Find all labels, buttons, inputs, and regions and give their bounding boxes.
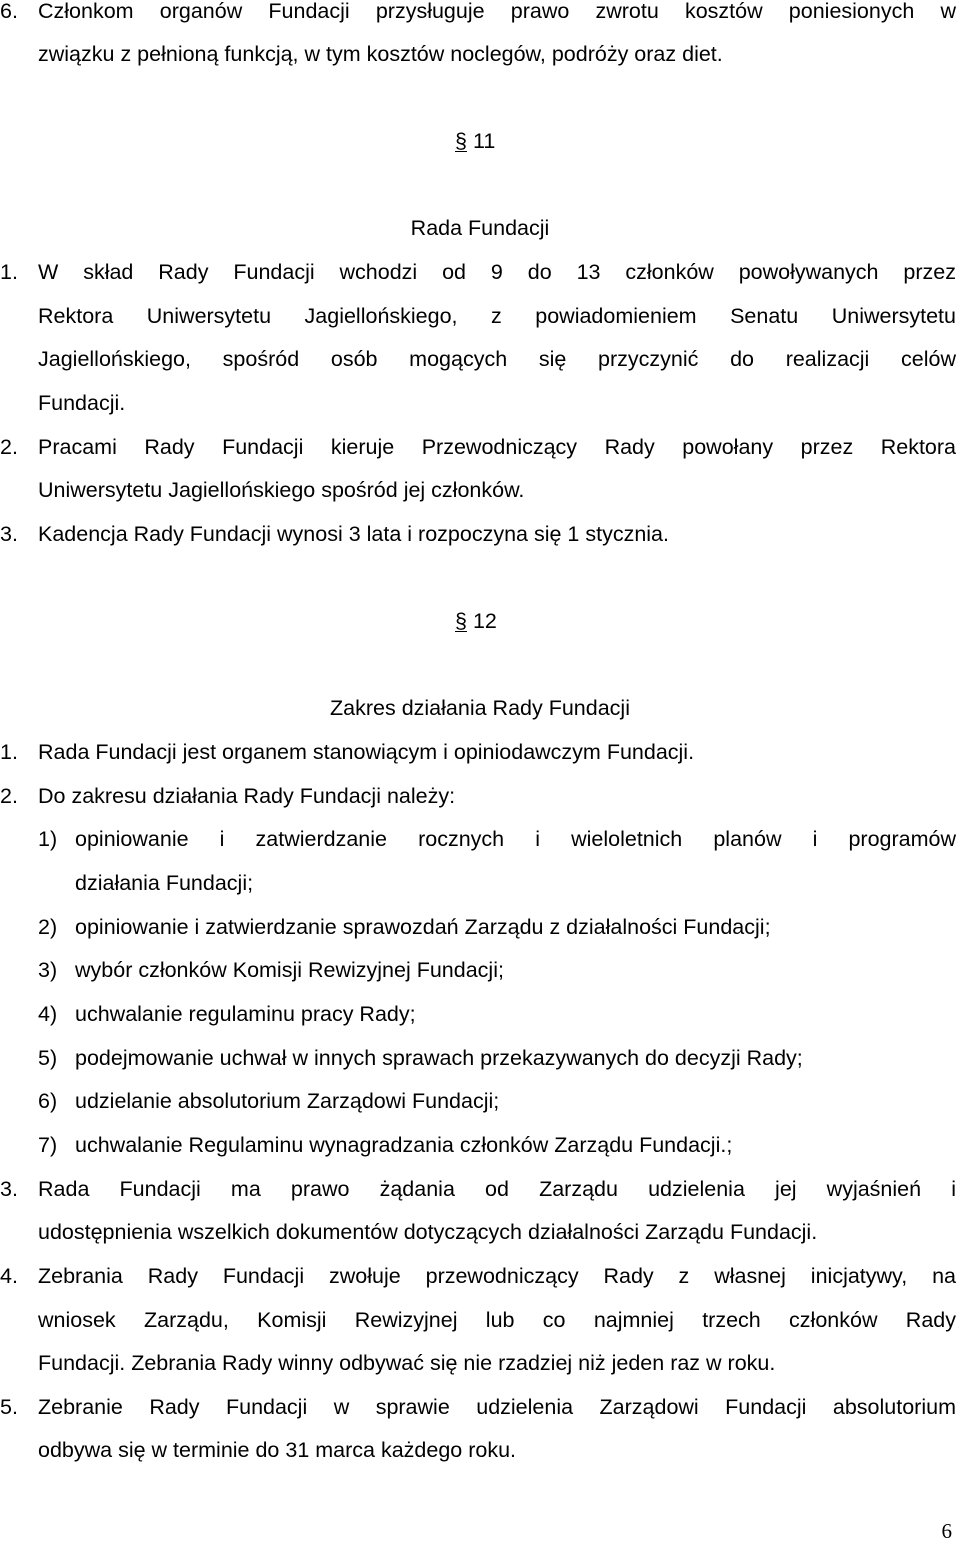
subitem-number: 7): [38, 1133, 58, 1157]
paragraph-line: Fundacji. Zebrania Rady winny odbywać się nie rzadziej niż jeden raz w roku.: [38, 1351, 776, 1375]
paragraph-line: Zebranie Rady Fundacji w sprawie udzielenia Zarządowi Fundacji absolutorium: [38, 1395, 956, 1419]
paragraph-line: Zebrania Rady Fundacji zwołuje przewodniczący Rady z własnej inicjatywy, na: [38, 1264, 956, 1288]
item-number: 4.: [0, 1264, 18, 1288]
subitem-line: opiniowanie i zatwierdzanie rocznych i wieloletnich planów i programów: [75, 827, 956, 851]
subitem-line: podejmowanie uchwał w innych sprawach przekazywanych do decyzji Rady;: [75, 1046, 803, 1070]
paragraph-line: W skład Rady Fundacji wchodzi od 9 do 13 członków powoływanych przez: [38, 260, 956, 284]
paragraph-line: odbywa się w terminie do 31 marca każdego roku.: [38, 1438, 517, 1462]
paragraph-line: Jagiellońskiego, spośród osób mogących się przyczynić do realizacji celów: [38, 347, 956, 371]
subitem-line: udzielanie absolutorium Zarządowi Fundacji;: [75, 1089, 500, 1113]
paragraph-line: związku z pełnioną funkcją, w tym kosztów noclegów, podróży oraz diet.: [38, 42, 723, 66]
item-number: 1.: [0, 740, 18, 764]
page-number: 6: [941, 1519, 952, 1543]
section-number: 12: [472, 609, 497, 633]
section-symbol: §: [455, 129, 467, 153]
subitem-line: opiniowanie i zatwierdzanie sprawozdań Zarządu z działalności Fundacji;: [75, 915, 771, 939]
section-number: 11: [472, 129, 496, 153]
item-number: 2.: [0, 784, 18, 808]
paragraph-line: udostępnienia wszelkich dokumentów dotyczących działalności Zarządu Fundacji.: [38, 1220, 818, 1244]
item-number: 6.: [0, 0, 18, 23]
subitem-number: 4): [38, 1002, 58, 1026]
section-heading-11: [455, 128, 495, 154]
item-number: 3.: [0, 522, 18, 546]
section-symbol: §: [455, 609, 467, 633]
paragraph-line: Pracami Rady Fundacji kieruje Przewodniczący Rady powołany przez Rektora: [38, 435, 956, 459]
section-title: Rada Fundacji: [410, 216, 550, 240]
paragraph-line: Kadencja Rady Fundacji wynosi 3 lata i rozpoczyna się 1 stycznia.: [38, 522, 669, 546]
subitem-line: działania Fundacji;: [75, 871, 254, 895]
paragraph-line: Członkom organów Fundacji przysługuje prawo zwrotu kosztów poniesionych w: [38, 0, 956, 23]
paragraph-line: Rada Fundacji ma prawo żądania od Zarządu udzielenia jej wyjaśnień i: [38, 1177, 956, 1201]
subitem-number: 5): [38, 1046, 58, 1070]
paragraph-line: wniosek Zarządu, Komisji Rewizyjnej lub co najmniej trzech członków Rady: [38, 1308, 956, 1332]
paragraph-line: Do zakresu działania Rady Fundacji należy:: [38, 784, 456, 808]
subitem-number: 6): [38, 1089, 58, 1113]
item-number: 1.: [0, 260, 18, 284]
subitem-number: 1): [38, 827, 58, 851]
subitem-number: 2): [38, 915, 58, 939]
paragraph-line: Fundacji.: [38, 391, 126, 415]
paragraph-line: Rada Fundacji jest organem stanowiącym i opiniodawczym Fundacji.: [38, 740, 695, 764]
subitem-number: 3): [38, 958, 58, 982]
paragraph-line: Rektora Uniwersytetu Jagiellońskiego, z powiadomieniem Senatu Uniwersytetu: [38, 304, 956, 328]
subitem-line: uchwalanie Regulaminu wynagradzania członków Zarządu Fundacji.;: [75, 1133, 733, 1157]
item-number: 3.: [0, 1177, 18, 1201]
paragraph-line: Uniwersytetu Jagiellońskiego spośród jej członków.: [38, 478, 525, 502]
subitem-line: uchwalanie regulaminu pracy Rady;: [75, 1002, 416, 1026]
subitem-line: wybór członków Komisji Rewizyjnej Fundacji;: [75, 958, 504, 982]
section-heading-12: [455, 608, 497, 634]
section-title: Zakres działania Rady Fundacji: [330, 696, 630, 720]
item-number: 2.: [0, 435, 18, 459]
item-number: 5.: [0, 1395, 18, 1419]
